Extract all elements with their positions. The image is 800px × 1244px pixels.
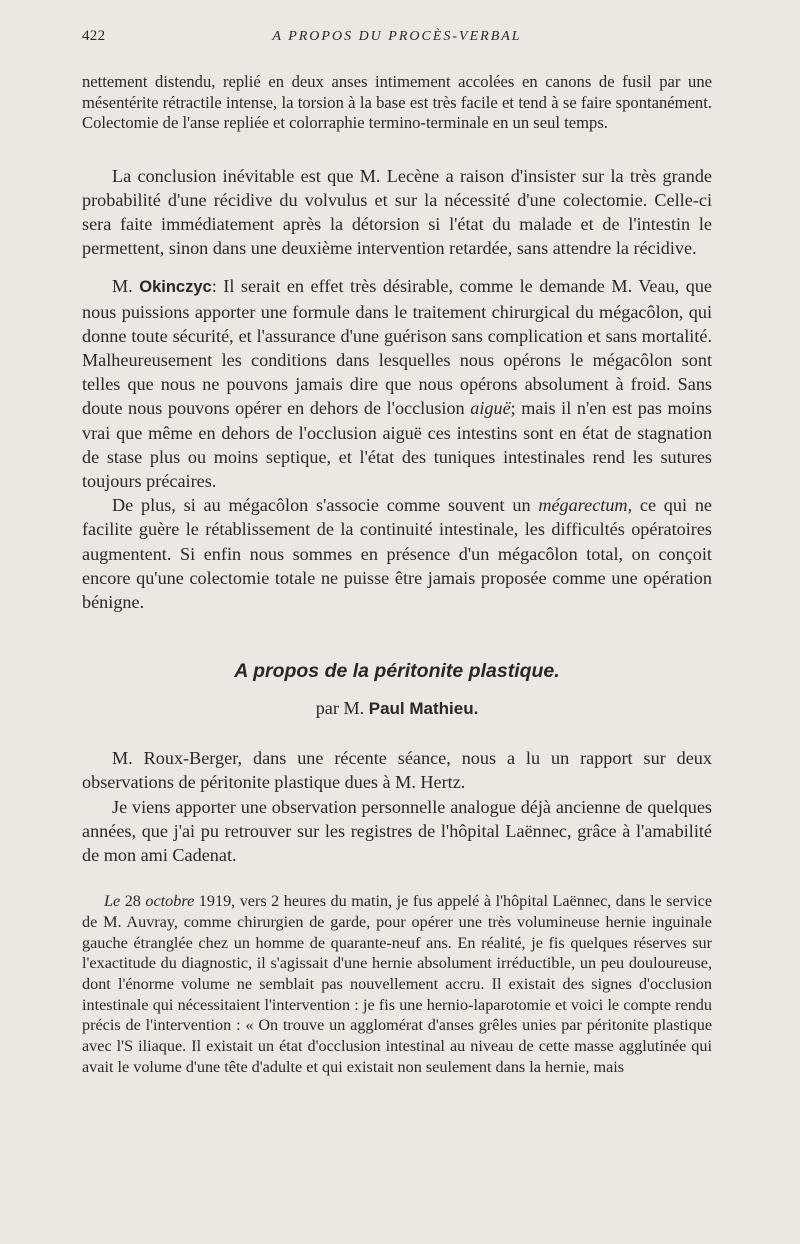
page-content (82, 72, 712, 1078)
italic-lead: Le (104, 892, 121, 911)
author-name: Paul Mathieu. (368, 699, 479, 719)
speaker-prefix: M. (112, 276, 133, 297)
spacer (82, 260, 712, 274)
italic-term: mégarectum (538, 495, 628, 516)
paragraph-observation (82, 891, 712, 1077)
paragraph-conclusion: La conclusion inévitable est que M. Lecène a raison d'insister sur la très grande probabilité d'une récidive du volvulus et sur la nécessité d'une colectomie. Celle-ci sera faite immédiatement après la détorsion si l'état du malade et de l'intestin le permettent, sinon dans une deuxième intervention retardée, sans attendre la récidive. (82, 165, 712, 259)
section-title: A propos de la péritonite plastique. (234, 660, 560, 683)
observation-day: 28 (124, 892, 141, 911)
observation-text: 1919, vers 2 heures du matin, je fus appelé à l'hôpital Laënnec, dans le service de M. Auvray, comme chirurgien de garde, pour opérer une très volumineuse hernie inguinale gauche étranglée chez un homme de quarante-neuf ans. En réalité, je fis quelques réserves sur l'exactitude du diagnostic, il s'agissait d'une hernie absolument irréductible, un peu douloureuse, dont l'énorme volume ne semblait pas nouvellement accru. Il existait des signes d'occlusion intestinale qui nécessitaient l'intervention : je fis une hernio-laparotomie et voici le compte rendu précis de l'intervention : « On trouve un agglomérat d'anses grêles unies par péritonite plastique avec l'S iliaque. Il existait un état d'occlusion intestinal au niveau de cette masse agglutinée qui avait le volume d'une tête d'adulte et qui existait non seulement dans la hernie, mais (82, 892, 713, 1076)
paragraph-continuation: nettement distendu, replié en deux anses intimement accolées en canons de fusil par une mésentérite rétractile intense, la torsion à la base est très facile et tend à se faire spontanément. Colectomie de l'anse repliée et colorraphie termino-terminale en un seul temps. (82, 72, 712, 132)
speaker-name: Okinczyc (139, 278, 212, 297)
spacer (82, 134, 712, 164)
paragraph-okinczyc (82, 274, 712, 493)
paragraph-text: : Il serait en effet très désirable, comme le demande M. Veau, que nous puissions apporter une formule dans le traitement chirurgical du mégacôlon, qui donne toute sécurité, et l'assurance d'une guérison sans complication et sans mortalité. Malheureusement les conditions dans lesquelles nous opérons le mégacôlon sont telles que nous ne pouvons jamais dire que nous opérons absolument à froid. Sans doute nous pouvons opérer en dehors de l'occlusion (82, 276, 712, 419)
paragraph-megarectum (82, 493, 712, 614)
paragraph-text: De plus, si au mégacôlon s'associe comme souvent un (112, 495, 531, 516)
spacer (82, 721, 712, 746)
page-header (82, 28, 712, 48)
running-title: A PROPOS DU PROCÈS-VERBAL (272, 29, 522, 44)
paragraph-observation-intro: Je viens apporter une observation personnelle analogue déjà ancienne de quelques années, que j'ai pu retrouver sur les registres de l'hôpital Laënnec, grâce à l'amabilité de mon ami Cadenat. (82, 796, 712, 865)
paragraph-roux-berger: M. Roux-Berger, dans une récente séance, nous a lu un rapport sur deux observations de péritonite plastique dues à M. Hertz. (82, 748, 712, 793)
paragraph-text: ; mais il n'en est pas moins vrai que même en dehors de l'occlusion aiguë ces intestins sont en état de stagnation de stase plus ou moins septique, et l'état des tuniques intestinales rend les sutures toujours précaires. (82, 398, 712, 491)
italic-term: aiguë (470, 398, 511, 419)
page-number: 422 (82, 28, 106, 44)
italic-month: octobre (145, 892, 195, 911)
byline-prefix: par M. (315, 698, 365, 719)
paragraph-text: , ce qui ne facilite guère le rétablissement de la continuité intestinale, les difficultés opératoires augmentent. Si enfin nous sommes en présence d'un mégacôlon total, on conçoit encore qu'une colectomie totale ne puisse être jamais proposée comme une opération bénigne. (82, 495, 712, 612)
byline (82, 696, 712, 721)
